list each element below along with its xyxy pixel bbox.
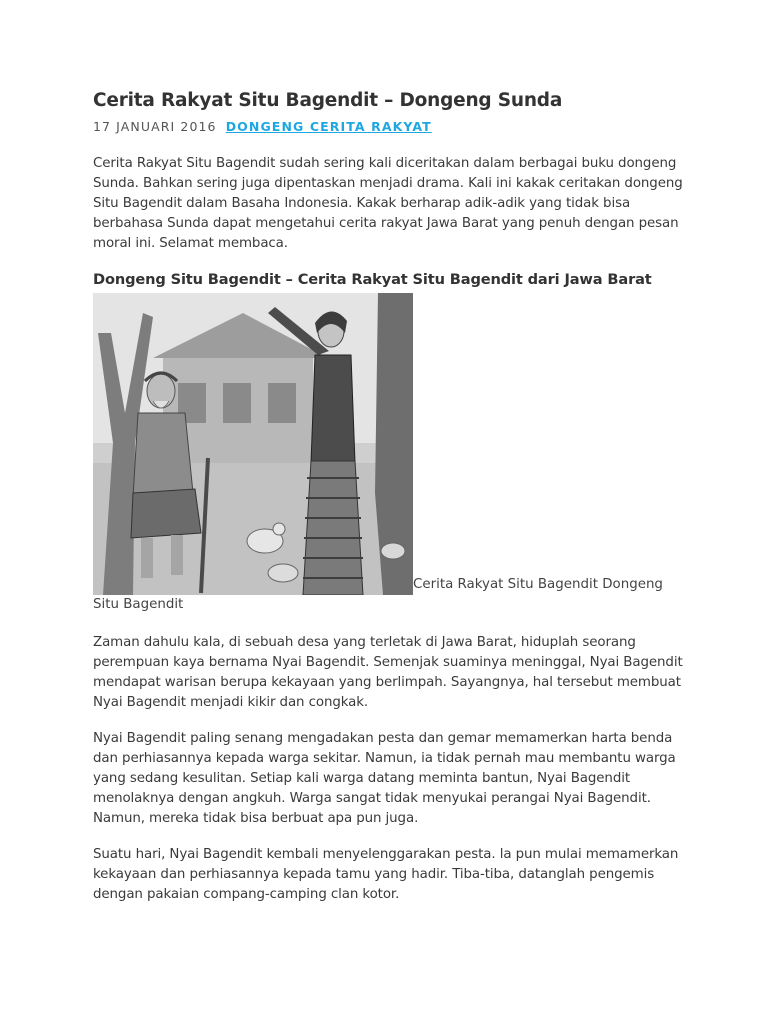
image-caption: Cerita Rakyat Situ Bagendit Dongeng Situ Bagendit (93, 577, 663, 612)
intro-paragraph: Cerita Rakyat Situ Bagendit sudah sering kali diceritakan dalam berbagai buku dongeng Sunda. Bahkan sering juga dipentaskan menjadi drama. Kali ini kakak ceritakan dongeng Situ Bagendit dalam Basaha Indonesia. Kakak berharap adik-adik yang tidak bisa berbahasa Sunda dapat mengetahui cerita rakyat Jawa Barat yang penuh dengan pesan moral ini. Selamat membaca. (93, 156, 683, 251)
article-meta (93, 118, 683, 136)
category-link[interactable]: DONGENG CERITA RAKYAT (225, 119, 432, 134)
section-heading: Dongeng Situ Bagendit – Cerita Rakyat Situ Bagendit dari Jawa Barat (93, 271, 652, 288)
article-title: Cerita Rakyat Situ Bagendit – Dongeng Sunda (93, 90, 563, 111)
story-paragraph: Zaman dahulu kala, di sebuah desa yang terletak di Jawa Barat, hiduplah seorang perempuan kaya bernama Nyai Bagendit. Semenjak suaminya meninggal, Nyai Bagendit mendapat warisan berupa kekayaan yang berlimpah. Sayangnya, hal tersebut membuat Nyai Bagendit menjadi kikir dan congkak. (93, 635, 683, 710)
article-date: 17 JANUARI 2016 (93, 119, 217, 134)
story-paragraph: Suatu hari, Nyai Bagendit kembali menyelenggarakan pesta. la pun mulai memamerkan kekayaan dan perhiasannya kepada tamu yang hadir. Tiba-tiba, datanglah pengemis dengan pakaian compang-camping clan kotor. (93, 847, 679, 902)
figure (93, 293, 683, 615)
article (93, 88, 683, 905)
story-paragraph: Nyai Bagendit paling senang mengadakan pesta dan gemar memamerkan harta benda dan perhiasannya kepada warga sekitar. Namun, ia tidak pernah mau membantu warga yang sedang kesulitan. Setiap kali warga datang meminta bantun, Nyai Bagendit menolaknya dengan angkuh. Warga sangat tidak menyukai perangai Nyai Bagendit. Namun, mereka tidak bisa berbuat apa pun juga. (93, 731, 676, 826)
story-illustration (93, 293, 413, 595)
